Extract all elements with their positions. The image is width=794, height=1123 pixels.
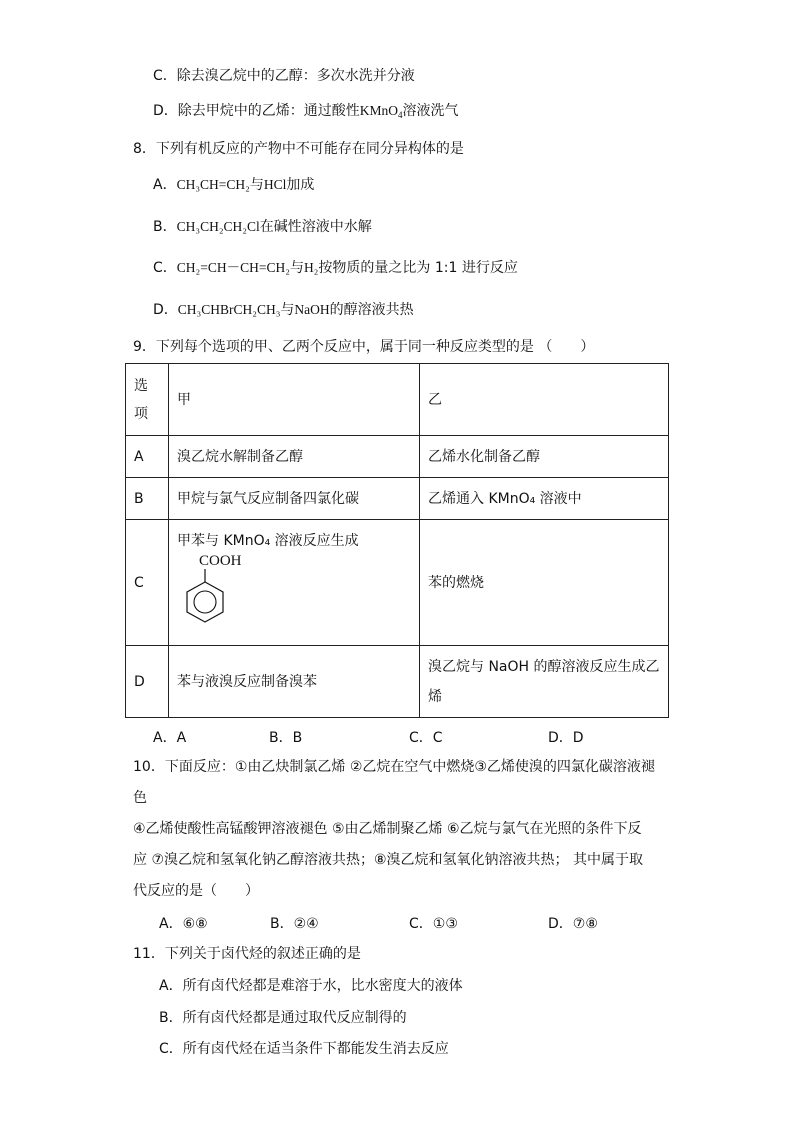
q11-option-b: B．所有卤代烃都是通过取代反应制得的 xyxy=(159,1010,407,1026)
q10-option-c: C．①③ xyxy=(409,916,458,932)
q9-stem: 9．下列每个选项的甲、乙两个反应中，属于同一种反应类型的是 （ ） xyxy=(133,339,595,355)
q10-line-5: 代反应的是（ ） xyxy=(133,883,259,899)
header-option-cell: 选 项 xyxy=(126,364,169,436)
table-row xyxy=(126,436,669,478)
benzoic-acid-structure xyxy=(179,552,259,624)
table-row xyxy=(126,646,669,718)
benzene-ring xyxy=(187,582,223,622)
header-jia-cell: 甲 xyxy=(169,364,420,436)
row-yi: 乙烯水化制备乙醇 xyxy=(420,436,669,478)
header-yi-cell: 乙 xyxy=(420,364,669,436)
q10-option-d: D．⑦⑧ xyxy=(548,916,598,932)
row-key: A xyxy=(126,436,169,478)
row-key: C xyxy=(126,520,169,646)
row-yi: 苯的燃烧 xyxy=(420,520,669,646)
table-row xyxy=(126,520,669,646)
q11-stem: 11．下列关于卤代烃的叙述正确的是 xyxy=(133,946,361,962)
q11-option-c: C．所有卤代烃在适当条件下都能发生消去反应 xyxy=(159,1041,449,1057)
q8-option-a: A．CH₃CH=CH₂与HCl加成 xyxy=(153,177,315,193)
table-row xyxy=(126,478,669,520)
q7-formula: KMnO$_4$ xyxy=(359,103,403,120)
q10-option-a: A．⑥⑧ xyxy=(159,916,208,932)
q7-option-c: C．除去溴乙烷中的乙醇：多次水洗并分液 xyxy=(153,68,415,84)
row-yi: 溴乙烷与 NaOH 的醇溶液反应生成乙 烯 xyxy=(420,646,669,718)
q8-stem: 8．下列有机反应的产物中不可能存在同分异构体的是 xyxy=(133,141,464,157)
q10-option-b: B．②④ xyxy=(270,916,319,932)
q10-line-2: 色 xyxy=(133,790,147,806)
q8-option-b: B．CH₃CH₂CH₂Cl在碱性溶液中水解 xyxy=(153,219,372,235)
cooh-label: COOH xyxy=(199,553,242,569)
q9-table xyxy=(125,363,669,718)
row-key: D xyxy=(126,646,169,718)
row-key: B xyxy=(126,478,169,520)
q9-option-a: A．A xyxy=(153,730,187,746)
row-jia: 溴乙烷水解制备乙醇 xyxy=(169,436,420,478)
q10-line-3: ④乙烯使酸性高锰酸钾溶液褪色 ⑤由乙烯制聚乙烯 ⑥乙烷与氯气在光照的条件下反 xyxy=(133,821,642,837)
q10-line-4: 应 ⑦溴乙烷和氢氧化钠乙醇溶液共热；⑧溴乙烷和氢氧化钠溶液共热； 其中属于取 xyxy=(133,852,643,868)
aromatic-circle xyxy=(194,591,216,613)
q8-option-d: D．CH₃CHBrCH₂CH₃与NaOH的醇溶液共热 xyxy=(153,302,414,318)
row-yi: 乙烯通入 KMnO₄ 溶液中 xyxy=(420,478,669,520)
q9-option-d: D．D xyxy=(548,730,584,746)
q9-option-c: C．C xyxy=(409,730,443,746)
q9-option-b: B．B xyxy=(269,730,303,746)
table-header-row xyxy=(126,364,669,436)
row-jia: 苯与液溴反应制备溴苯 xyxy=(169,646,420,718)
q10-line-1: 10．下面反应：①由乙炔制氯乙烯 ②乙烷在空气中燃烧③乙烯使溴的四氯化碳溶液褪 xyxy=(133,759,655,775)
row-jia: 甲苯与 KMnO₄ 溶液反应生成 COOH xyxy=(169,520,420,646)
q11-option-a: A．所有卤代烃都是难溶于水，比水密度大的液体 xyxy=(159,978,463,994)
q7-option-d: D．除去甲烷中的乙烯：通过酸性KMnO$_4$溶液洗气 xyxy=(153,103,459,120)
row-jia: 甲烷与氯气反应制备四氯化碳 xyxy=(169,478,420,520)
q8-option-c: C．CH₂=CH－CH=CH₂与H₂按物质的量之比为 1:1 进行反应 xyxy=(153,260,518,276)
